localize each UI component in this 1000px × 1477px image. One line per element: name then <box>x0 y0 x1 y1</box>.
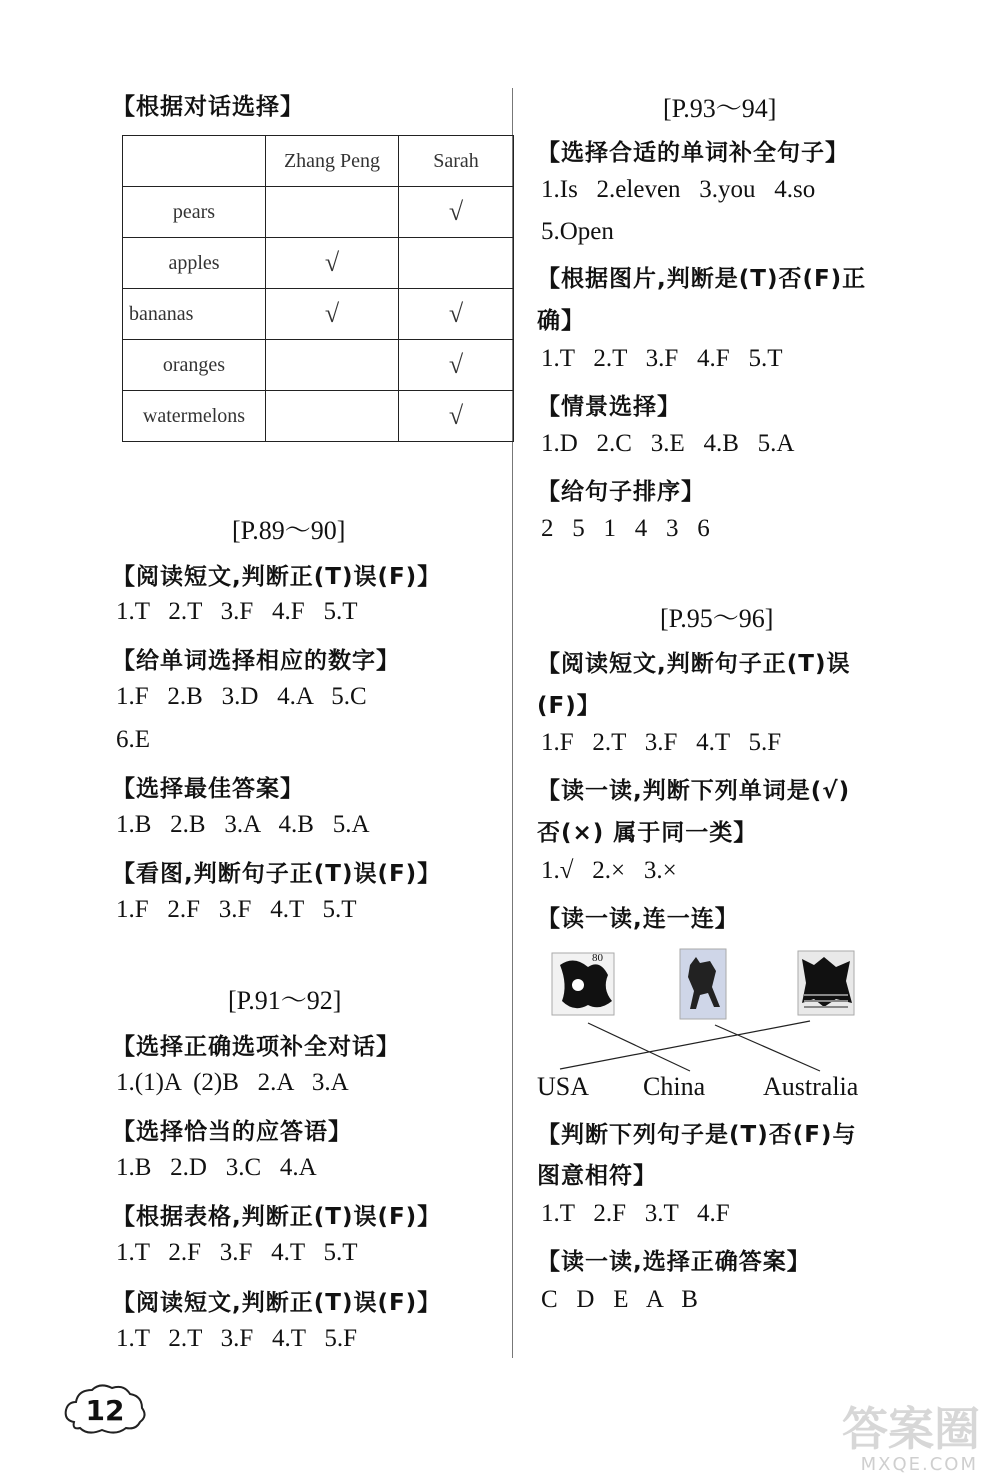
match-line <box>715 1025 820 1071</box>
table-cell-tick: √ <box>399 289 514 340</box>
page-range-header: [P.95～96] <box>660 604 774 633</box>
table-cell-tick: √ <box>266 238 399 289</box>
answer-line: 6.E <box>116 726 151 753</box>
section-title: 【选择合适的单词补全句子】 <box>537 140 849 166</box>
page-range-header: [P.93～94] <box>663 94 777 123</box>
answer-line: 1.T 2.T 3.F 4.F 5.T <box>541 345 783 372</box>
answer-line: 1.F 2.F 3.F 4.T 5.T <box>116 896 357 923</box>
stamp-china <box>552 952 614 1015</box>
answer-line: 1.Is 2.eleven 3.you 4.so <box>541 176 816 203</box>
country-usa: USA <box>537 1072 590 1101</box>
section-title: 【选择恰当的应答语】 <box>112 1119 352 1145</box>
table-cell-tick: √ <box>399 391 514 442</box>
section-title: 【根据表格,判断正(T)误(F)】 <box>112 1204 442 1230</box>
answer-line: 5.Open <box>541 218 614 245</box>
section-title-cont: 否(×) 属于同一类】 <box>537 820 758 846</box>
table-cell-fruit: pears <box>123 187 266 238</box>
table-cell-fruit: apples <box>123 238 266 289</box>
table-cell-tick: √ <box>266 289 399 340</box>
answer-line: C D E A B <box>541 1286 698 1313</box>
table-cell-fruit: oranges <box>123 340 266 391</box>
table-cell-tick <box>266 187 399 238</box>
section-title: 【选择正确选项补全对话】 <box>112 1034 400 1060</box>
section-title-cont: 确】 <box>537 308 585 334</box>
section-title: 【阅读短文,判断正(T)误(F)】 <box>112 564 442 590</box>
section-title: 【情景选择】 <box>537 394 681 420</box>
table-cell-fruit: bananas <box>123 289 266 340</box>
page-range-header: [P.91～92] <box>228 986 342 1015</box>
stamp-australia <box>680 949 726 1019</box>
stamp-matching-figure <box>540 945 870 1080</box>
table-cell <box>123 136 266 187</box>
answer-line: 1.(1)A (2)B 2.A 3.A <box>116 1069 349 1096</box>
answer-line: 1.B 2.D 3.C 4.A <box>116 1154 317 1181</box>
answer-line: 1.T 2.T 3.F 4.T 5.F <box>116 1325 358 1352</box>
page-range-header: [P.89～90] <box>232 516 346 545</box>
watermark-url: MXQE.COM <box>860 1454 978 1475</box>
section-title: 【阅读短文,判断正(T)误(F)】 <box>112 1290 442 1316</box>
table-cell-tick <box>266 391 399 442</box>
stamp-value: 80 <box>592 952 603 964</box>
table-cell-tick: √ <box>399 187 514 238</box>
table-cell-tick: √ <box>399 340 514 391</box>
table-cell-tick <box>399 238 514 289</box>
section-title: 【根据图片,判断是(T)否(F)正 <box>537 266 867 292</box>
answer-line: 1.√ 2.× 3.× <box>541 857 677 884</box>
page-number-cloud <box>60 1378 150 1438</box>
match-line <box>560 1021 810 1069</box>
section-title: 【读一读,选择正确答案】 <box>537 1249 811 1275</box>
section-title: 【阅读短文,判断句子正(T)误 <box>537 651 851 677</box>
section-title: 【选择最佳答案】 <box>112 776 304 802</box>
table-cell-fruit: watermelons <box>123 391 266 442</box>
page-number: 12 <box>85 1394 125 1427</box>
section-title: 【给单词选择相应的数字】 <box>112 648 400 674</box>
answer-line: 1.T 2.F 3.F 4.T 5.T <box>116 1239 358 1266</box>
section-title: 【看图,判断句子正(T)误(F)】 <box>112 861 442 887</box>
table-row <box>123 391 514 442</box>
section-title: 【读一读,连一连】 <box>537 906 739 932</box>
country-china: China <box>643 1072 706 1101</box>
table-row <box>123 187 514 238</box>
answer-line: 1.T 2.F 3.T 4.F <box>541 1200 730 1227</box>
table-row <box>123 340 514 391</box>
stamp-usa <box>798 951 854 1015</box>
answer-line: 1.F 2.T 3.F 4.T 5.F <box>541 729 782 756</box>
answer-line: 1.D 2.C 3.E 4.B 5.A <box>541 430 795 457</box>
answer-line: 1.T 2.T 3.F 4.F 5.T <box>116 598 358 625</box>
table-row <box>123 289 514 340</box>
answer-line: 1.F 2.B 3.D 4.A 5.C <box>116 683 367 710</box>
watermark-logo: 答案圈 <box>842 1402 980 1456</box>
table-cell-tick <box>266 340 399 391</box>
section-title-cont: (F)】 <box>537 693 601 719</box>
section-title: 【判断下列句子是(T)否(F)与 <box>537 1122 857 1148</box>
section-title-cont: 图意相符】 <box>537 1163 657 1189</box>
table-section-title: 【根据对话选择】 <box>112 94 304 120</box>
fruit-table <box>122 135 514 442</box>
table-header-row <box>123 136 514 187</box>
table-header-sarah: Sarah <box>399 136 514 187</box>
section-title: 【读一读,判断下列单词是(√) <box>537 778 851 804</box>
answer-line: 2 5 1 4 3 6 <box>541 515 710 542</box>
answer-line: 1.B 2.B 3.A 4.B 5.A <box>116 811 370 838</box>
table-row <box>123 238 514 289</box>
table-header-zhang-peng: Zhang Peng <box>266 136 399 187</box>
country-australia: Australia <box>763 1072 859 1101</box>
section-title: 【给句子排序】 <box>537 479 705 505</box>
